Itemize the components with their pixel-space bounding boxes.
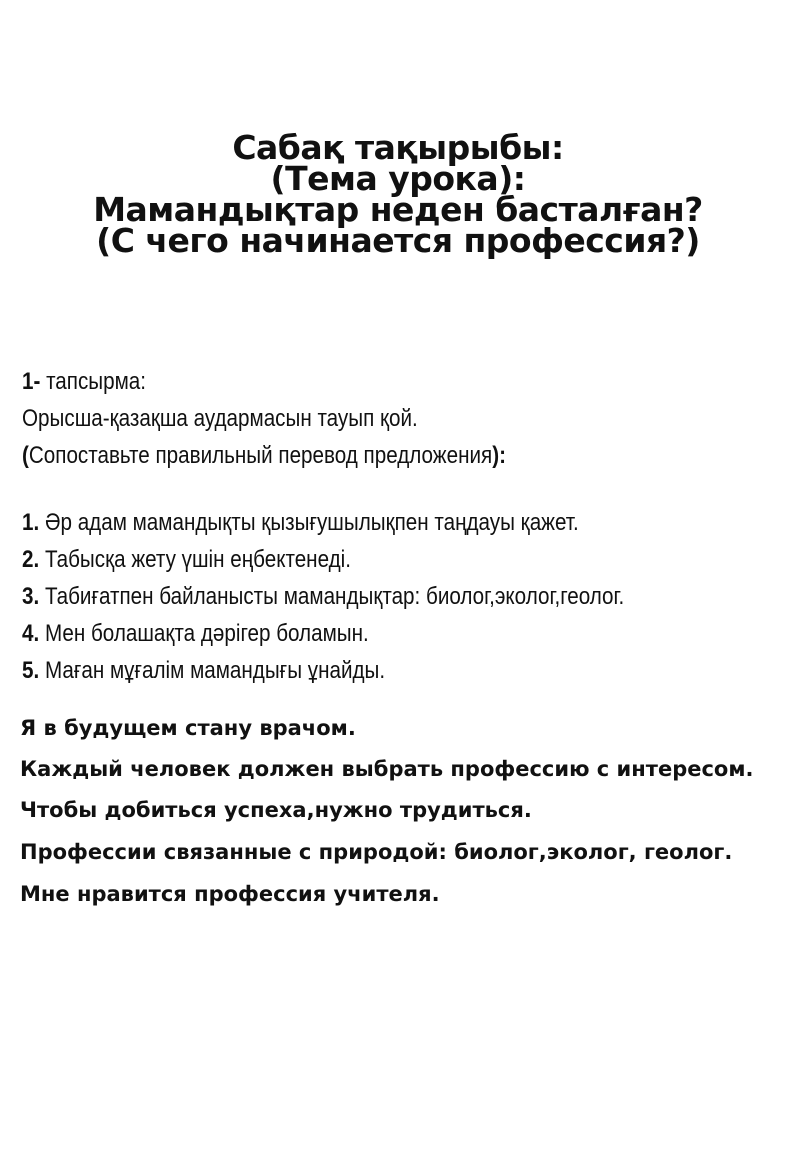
- list-item: 4. Мен болашақта дәрігер боламын.: [22, 620, 369, 647]
- lesson-title: [0, 128, 796, 260]
- task-number: 1-: [22, 368, 41, 395]
- list-item: 5. Маған мұғалім мамандығы ұнайды.: [22, 657, 386, 684]
- instruction-kz: Орысша-қазақша аудармасын тауып қой.: [22, 405, 418, 432]
- task-heading: [22, 363, 676, 400]
- list-item: Профессии связанные с природой: биолог,эколог, геолог.: [20, 840, 733, 864]
- list-item: 2. Табысқа жету үшін еңбектенеді.: [22, 546, 351, 573]
- task-instructions: [22, 363, 676, 474]
- russian-sentence-list: [20, 717, 780, 925]
- list-item: Я в будущем стану врачом.: [20, 716, 356, 740]
- title-line-kz: Сабақ тақырыбы:: [232, 128, 564, 167]
- kazakh-sentence-list: [22, 504, 624, 689]
- title-question-kz: Мамандықтар неден басталған?: [93, 190, 703, 229]
- list-item: Чтобы добиться успеха,нужно трудиться.: [20, 798, 532, 822]
- list-item: Мне нравится профессия учителя.: [20, 882, 440, 906]
- title-line-ru: (Тема урока):: [270, 159, 526, 198]
- list-item: Каждый человек должен выбрать профессию с интересом.: [20, 757, 754, 781]
- list-item: 1. Әр адам мамандықты қызығушылықпен таңдауы қажет.: [22, 509, 579, 536]
- task-label: тапсырма:: [40, 368, 147, 395]
- list-item: 3. Табиғатпен байланысты мамандықтар: биолог,эколог,геолог.: [22, 583, 625, 610]
- instruction-ru: (Сопоставьте правильный перевод предложения):: [22, 442, 506, 469]
- title-question-ru: (С чего начинается профессия?): [96, 221, 700, 260]
